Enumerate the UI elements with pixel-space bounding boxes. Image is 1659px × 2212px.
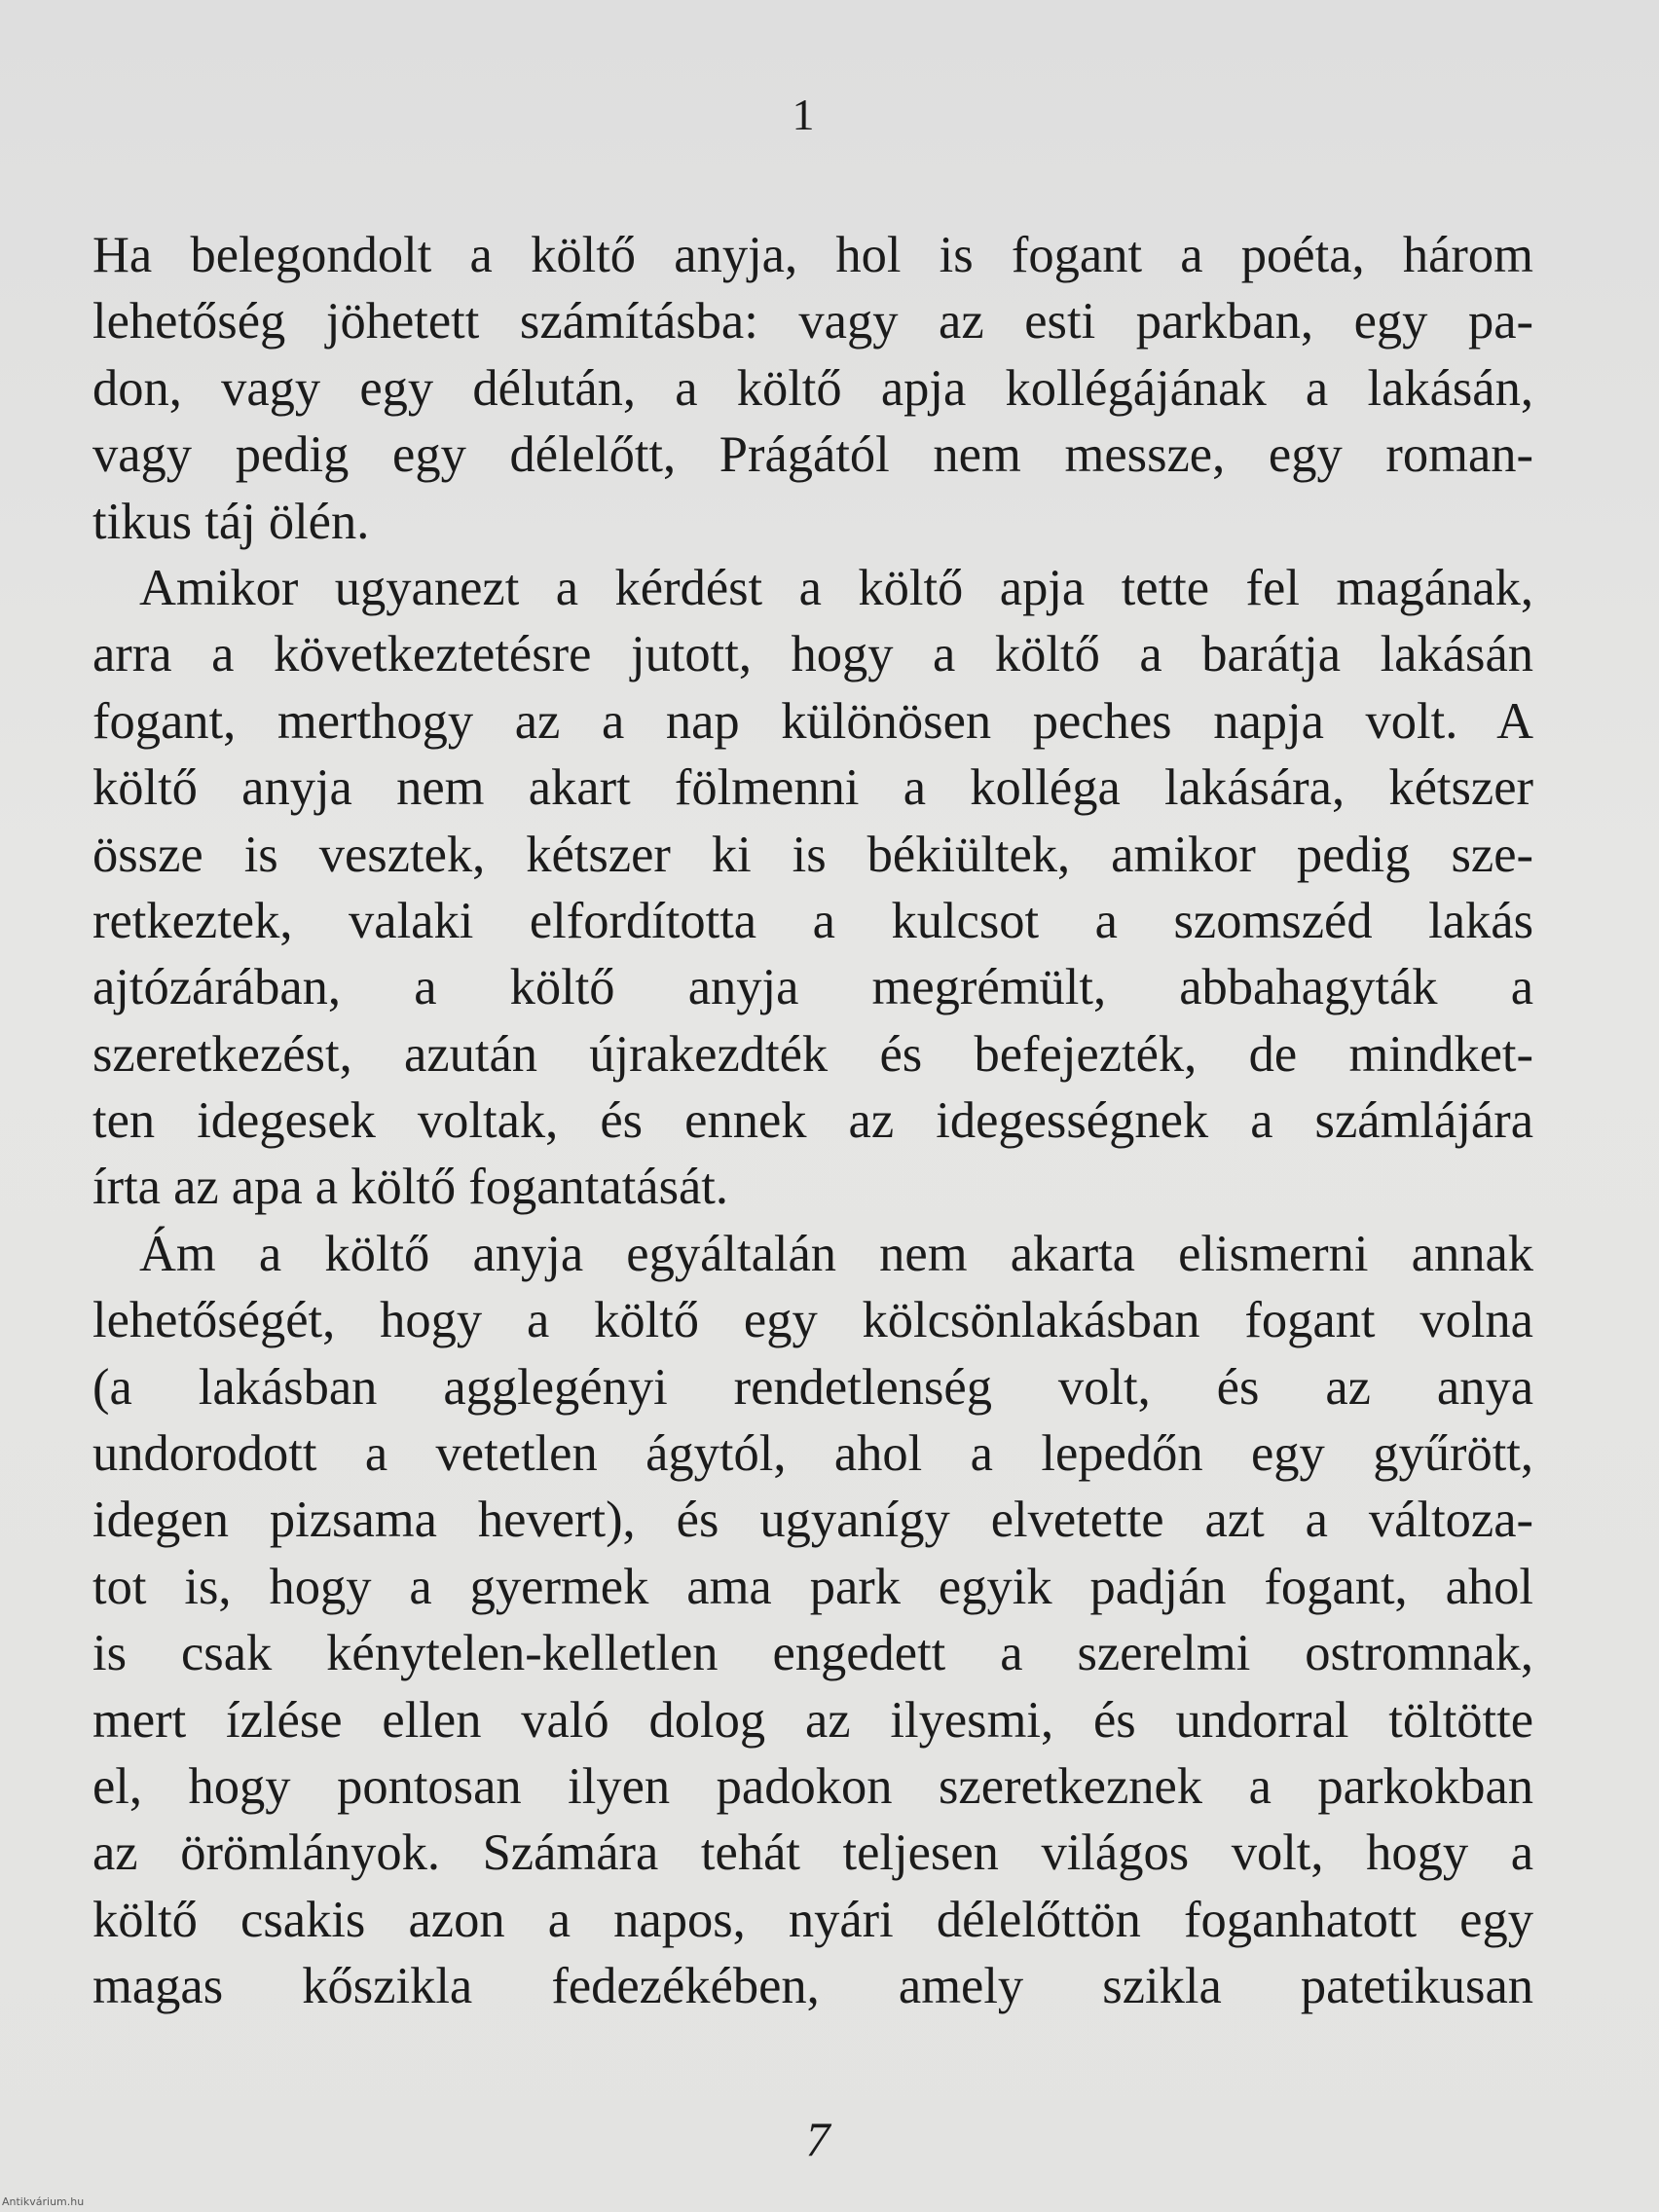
text-line: is csak kénytelen-kelletlen engedett a szerelmi ostromnak, (92, 1625, 1533, 1682)
paragraph (92, 1221, 1533, 2020)
text-line: fogant, merthogy az a nap különösen peches napja volt. A (92, 692, 1533, 750)
text-line: költő anyja nem akart fölmenni a kolléga lakására, kétszer (92, 759, 1533, 817)
text-line: undorodott a vetetlen ágytól, ahol a lepedőn egy gyűrött, (92, 1425, 1533, 1483)
text-line: Amikor ugyanezt a kérdést a költő apja tette fel magának, (139, 559, 1533, 616)
text-line: mert ízlése ellen való dolog az ilyesmi, és undorral töltötte (92, 1691, 1533, 1749)
text-line: írta az apa a költő fogantatását. (92, 1159, 729, 1216)
text-line: az örömlányok. Számára tehát teljesen világos volt, hogy a (92, 1825, 1533, 1882)
text-line: össze is vesztek, kétszer ki is békiültek, amikor pedig sze- (92, 826, 1533, 883)
paragraph (92, 555, 1533, 1221)
text-line: szeretkezést, azután újrakezdték és befejezték, de mindket- (92, 1025, 1533, 1083)
page-number: 7 (805, 2112, 830, 2166)
text-line: arra a következtetésre jutott, hogy a költő a barátja lakásán (92, 626, 1533, 683)
text-line: tikus táj ölén. (92, 493, 370, 550)
text-line: ten idegesek voltak, és ennek az idegességnek a számlájára (92, 1092, 1533, 1150)
text-line: idegen pizsama hevert), és ugyanígy elvetette azt a változa- (92, 1492, 1533, 1549)
text-line: ajtózárában, a költő anyja megrémült, abbahagyták a (92, 959, 1533, 1016)
text-line: Ha belegondolt a költő anyja, hol is fogant a poéta, három (92, 227, 1533, 283)
chapter-number: 1 (792, 90, 815, 139)
watermark: Antikvárium.hu (2, 2195, 85, 2208)
text-line: költő csakis azon a napos, nyári délelőttön foganhatott egy (92, 1891, 1533, 1948)
text-line: magas kőszikla fedezékében, amely szikla patetikusan (92, 1958, 1533, 2015)
text-line: el, hogy pontosan ilyen padokon szeretkeznek a parkokban (92, 1757, 1533, 1815)
text-line: vagy pedig egy délelőtt, Prágától nem messze, egy roman- (92, 426, 1533, 484)
text-line: retkeztek, valaki elfordította a kulcsot a szomszéd lakás (92, 892, 1533, 949)
text-line: lehetőség jöhetett számításba: vagy az esti parkban, egy pa- (92, 293, 1533, 350)
text-line: (a lakásban agglegényi rendetlenség volt, és az anya (92, 1358, 1533, 1416)
body-text (92, 222, 1533, 2020)
text-line: lehetőségét, hogy a költő egy kölcsönlakásban fogant volna (92, 1292, 1533, 1349)
text-line: don, vagy egy délután, a költő apja kollégájának a lakásán, (92, 359, 1533, 417)
paragraph (92, 222, 1533, 555)
text-line: Ám a költő anyja egyáltalán nem akarta elismerni annak (139, 1225, 1533, 1282)
text-line: tot is, hogy a gyermek ama park egyik padján fogant, ahol (92, 1558, 1533, 1615)
